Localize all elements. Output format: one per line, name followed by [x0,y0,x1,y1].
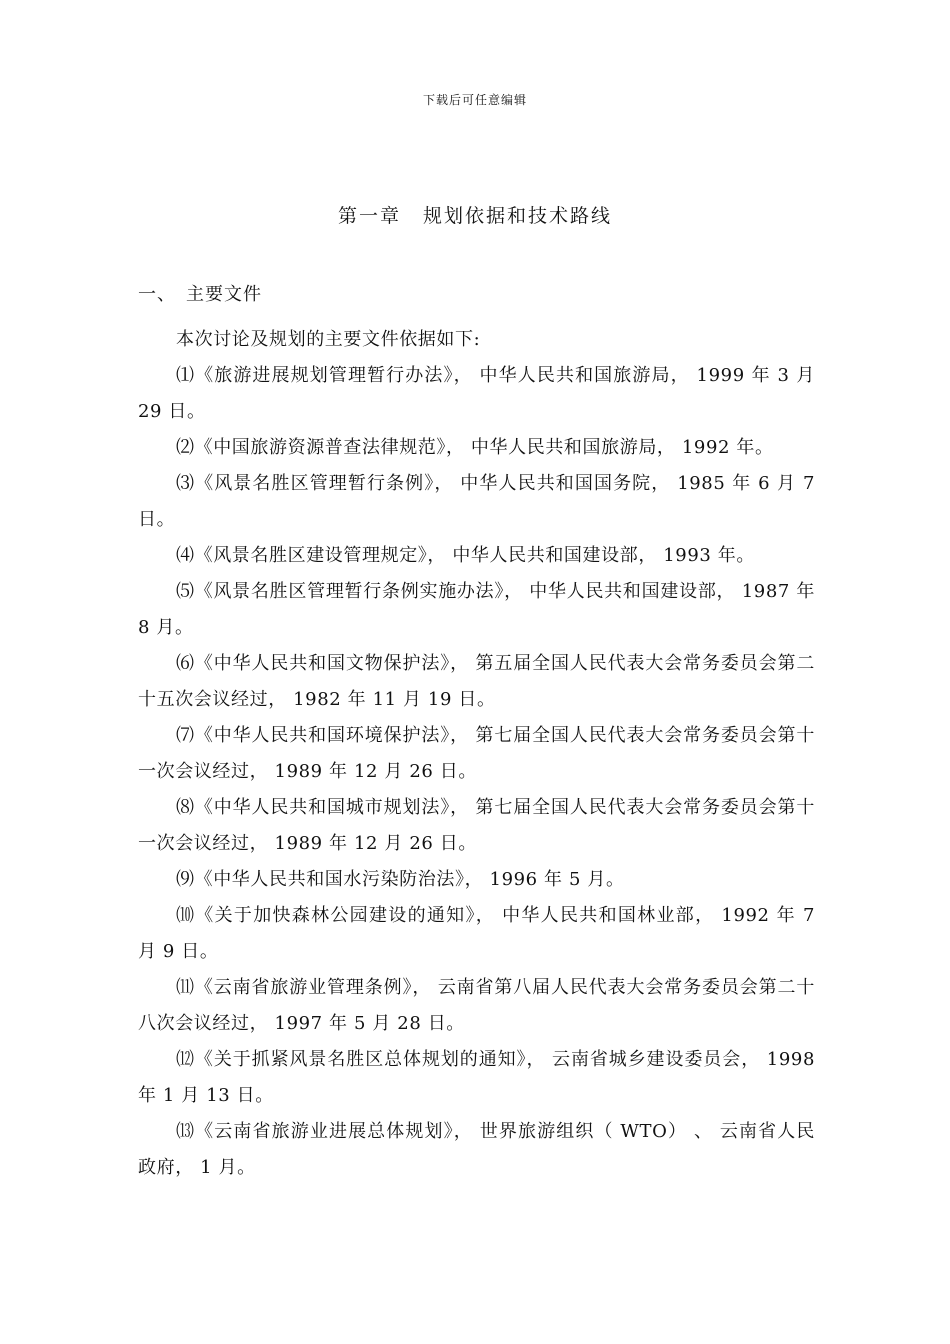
reference-item-6: ⑹《中华人民共和国文物保护法》， 第五届全国人民代表大会常务委员会第二十五次会议经过， 1982 年 11 月 19 日。 [138,653,815,710]
document-body [138,322,815,1186]
reference-item-10: ⑽《关于加快森林公园建设的通知》， 中华人民共和国林业部， 1992 年 7 月 9 日。 [138,905,815,962]
reference-item-1: ⑴《旅游进展规划管理暂行办法》， 中华人民共和国旅游局， 1999 年 3 月 29 日。 [138,365,815,422]
section-title: 主要文件 [186,284,262,305]
reference-item-9: ⑼《中华人民共和国水污染防治法》， 1996 年 5 月。 [176,869,625,890]
reference-item-3: ⑶《风景名胜区管理暂行条例》， 中华人民共和国国务院， 1985 年 6 月 7 日。 [138,473,815,530]
reference-item-7: ⑺《中华人民共和国环境保护法》， 第七届全国人民代表大会常务委员会第十一次会议经过， 1989 年 12 月 26 日。 [138,725,815,782]
reference-item-4: ⑷《风景名胜区建设管理规定》， 中华人民共和国建设部， 1993 年。 [176,545,755,566]
reference-item-5: ⑸《风景名胜区管理暂行条例实施办法》， 中华人民共和国建设部， 1987 年 8 月。 [138,581,815,638]
intro-paragraph: 本次讨论及规划的主要文件依据如下: [176,329,481,350]
chapter-number: 第一章 [337,205,401,227]
section-number: 一、 [138,284,176,305]
reference-item-8: ⑻《中华人民共和国城市规划法》， 第七届全国人民代表大会常务委员会第十一次会议经过， 1989 年 12 月 26 日。 [138,797,815,854]
reference-item-11: ⑾《云南省旅游业管理条例》， 云南省第八届人民代表大会常务委员会第二十八次会议经过， 1997 年 5 月 28 日。 [138,977,815,1034]
page-header: 下载后可任意编辑 [422,93,527,107]
reference-item-12: ⑿《关于抓紧风景名胜区总体规划的通知》， 云南省城乡建设委员会， 1998 年 1 月 13 日。 [138,1049,815,1106]
chapter-heading: 规划依据和技术路线 [423,205,613,227]
reference-item-2: ⑵《中国旅游资源普查法律规范》， 中华人民共和国旅游局， 1992 年。 [176,437,774,458]
chapter-title [0,201,950,228]
reference-item-13: ⒀《云南省旅游业进展总体规划》， 世界旅游组织（ WTO） 、 云南省人民政府， 1 月。 [138,1121,815,1178]
section-heading [138,280,262,306]
